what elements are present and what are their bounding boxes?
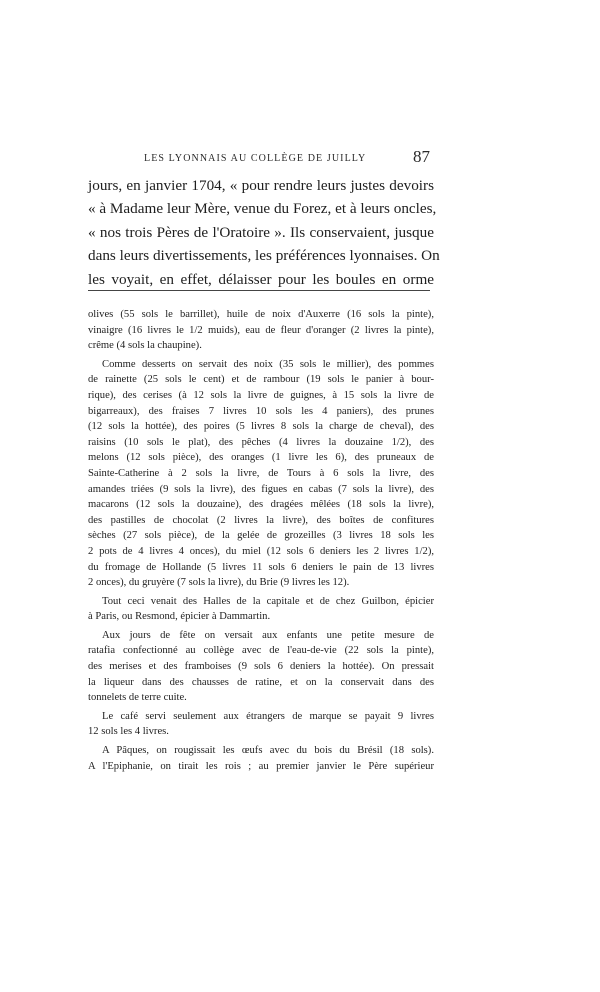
footnote-line: de rainette (25 sols le cent) et de rambour (19 sols le panier à bour-	[88, 374, 434, 386]
footnote-paragraph	[88, 709, 434, 740]
text-line: jours, en janvier 1704, « pour rendre leurs justes devoirs	[88, 177, 434, 194]
footnote-paragraph	[88, 594, 434, 625]
footnote-line: melons (12 sols pièce), des oranges (1 livre les 6), des pruneaux de	[88, 452, 434, 464]
footnote-line: amandes triées (9 sols la livre), des figues en cabas (7 sols la livre), des	[88, 483, 434, 495]
running-title: LES LYONNAIS AU COLLÈGE DE JUILLY	[144, 153, 367, 164]
footnote-line: à Paris, ou Resmond, épicier à Dammartin.	[88, 611, 271, 623]
page-number: 87	[413, 147, 430, 166]
footnote-line: 12 sols les 4 livres.	[88, 726, 169, 738]
footnote-line: A l'Epiphanie, on tirait les rois ; au premier janvier le Père supérieur	[88, 760, 434, 772]
footnote-line: rique), des cerises (à 12 sols la livre de guignes, à 15 sols la livre de	[88, 389, 434, 401]
footnote-paragraph	[88, 743, 434, 774]
text-line: dans leurs divertissements, les préférences lyonnaises. On	[88, 247, 440, 265]
footnote-paragraph	[88, 307, 434, 354]
footnote-line: vinaigre (16 livres le 1/2 muids), eau de fleur d'oranger (2 livres la pinte),	[88, 324, 434, 336]
footnote-line: tonnelets de terre cuite.	[88, 692, 187, 704]
footnote-line: Sainte-Catherine à 2 sols la livre, de Tours à 6 sols la livre, des	[88, 467, 434, 479]
footnote-line: Aux jours de fête on versait aux enfants une petite mesure de	[102, 629, 434, 641]
page-header	[88, 149, 430, 173]
footnote-line: du fromage de Hollande (5 livres 11 sols 6 deniers le pain de 13 livres	[88, 561, 434, 573]
footnote-line: Comme desserts on servait des noix (35 sols le millier), des pommes	[102, 358, 434, 370]
footnotes	[88, 307, 434, 777]
footnote-line: A Pâques, on rougissait les œufs avec du bois du Brésil (18 sols).	[102, 745, 434, 757]
footnote-line: olives (55 sols le barrillet), huile de noix d'Auxerre (16 sols la pinte),	[88, 309, 434, 320]
text-line: « nos trois Pères de l'Oratoire ». Ils conservaient, jusque	[88, 223, 434, 241]
footnote-line: la liqueur dans des chausses de ratine, et on la conservait dans des	[88, 676, 434, 688]
footnote-line: bigarreaux), des fraises 7 livres 10 sols les 4 paniers), des prunes	[88, 405, 434, 417]
footnote-line: des pastilles de chocolat (2 livres la livre), des boîtes de confitures	[88, 514, 434, 526]
footnote-line: 2 onces), du gruyère (7 sols la livre), du Brie (9 livres les 12).	[88, 577, 350, 589]
footnote-line: ratafia confectionné au collège avec de l'eau-de-vie (22 sols la pinte),	[88, 645, 434, 657]
footnote-line: Tout ceci venait des Halles de la capitale et de chez Guilbon, épicier	[102, 595, 434, 607]
footnote-separator	[88, 290, 430, 291]
footnote-paragraph	[88, 628, 434, 706]
footnote-line: (12 sols la hottée), des poires (5 livres 8 sols la charge de cheval), des	[88, 421, 434, 433]
footnote-line: sèches (27 sols pièce), de la gelée de grozeilles (3 livres 18 sols les	[88, 530, 434, 542]
footnote-line: macarons (12 sols la douzaine), des dragées mêlées (18 sols la livre),	[88, 499, 434, 511]
footnote-line: Le café servi seulement aux étrangers de marque se payait 9 livres	[102, 710, 434, 722]
text-line: « à Madame leur Mère, venue du Forez, et à leurs oncles,	[88, 200, 437, 218]
footnote-line: des merises et des framboises (9 sols 6 deniers la hottée). On pressait	[88, 661, 434, 673]
footnote-paragraph	[88, 357, 434, 591]
footnote-line: raisins (10 sols le plat), des pêches (4 livres la douzaine 1/2), des	[88, 436, 434, 448]
footnote-line: crême (4 sols la chaupine).	[88, 340, 202, 352]
text-line: les voyait, en effet, délaisser pour les boules en orme	[88, 270, 434, 288]
footnote-line: 2 pots de 4 livres 4 onces), du miel (12 sols 6 deniers les 2 livres 1/2),	[88, 545, 434, 557]
main-text	[88, 174, 440, 291]
